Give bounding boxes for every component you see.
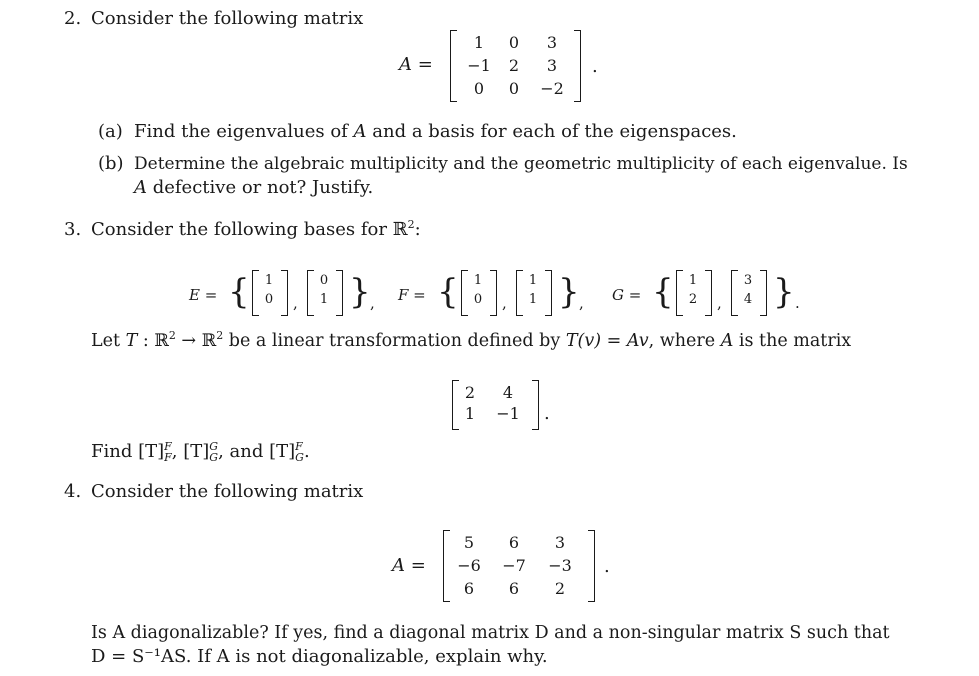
q3-F-v2-right (545, 270, 552, 316)
q2-m-2-1: 0 (508, 79, 520, 98)
q3-let-7: is the matrix (733, 331, 852, 351)
q4-m-0-0: 5 (463, 533, 475, 552)
q3-matrix-right-bracket (532, 380, 539, 430)
q3-let-A: A (720, 331, 734, 351)
q3-G-left-brace: { (652, 272, 674, 312)
q4-intro: Consider the following matrix (91, 481, 364, 502)
q2-part-a-text-1: Find the eigenvalues of (134, 121, 354, 142)
q4-number: 4. (64, 481, 82, 502)
q3-find-sup3: F (295, 440, 303, 453)
q2-matrix-left-bracket (450, 30, 457, 102)
q3-F-v1-right (490, 270, 497, 316)
q2-m-0-0: 1 (473, 33, 485, 52)
q3-E-end-comma: , (370, 294, 375, 312)
q3-G-v2-1: 4 (743, 292, 753, 307)
q3-let-exp2: 2 (216, 329, 224, 343)
q3-m-1-0: 1 (464, 404, 476, 423)
q3-intro (91, 219, 421, 241)
q3-G-v1-1: 2 (688, 292, 698, 307)
q2-m-2-2: −2 (540, 79, 564, 98)
q4-m-1-0: −6 (457, 556, 481, 575)
q3-G-v1-0: 1 (688, 273, 698, 288)
q2-matrix-right-bracket (574, 30, 581, 102)
q3-find-sup1: F (164, 440, 172, 453)
q3-G-v1-left (676, 270, 683, 316)
q3-F-v2-left (516, 270, 523, 316)
q2-period: . (592, 56, 598, 77)
q2-m-1-0: −1 (467, 56, 491, 75)
q3-E-label: E = (189, 286, 218, 304)
q4-matrix-label: A = (392, 555, 426, 576)
q3-let-Tv: T(v) (565, 331, 602, 351)
q4-ask-line1: Is A diagonalizable? If yes, find a diagonal matrix D and a non-singular matrix S such that (91, 623, 890, 643)
q2-m-0-1: 0 (508, 33, 520, 52)
q3-let-5: = (601, 331, 627, 351)
q3-let-3: → ℝ (175, 331, 217, 351)
q2-m-1-2: 3 (546, 56, 558, 75)
q2-part-b-label: (b) (98, 153, 124, 174)
q3-E-v2-1: 1 (319, 292, 329, 307)
q3-find-sub3: G (295, 451, 304, 464)
q3-F-v1-1: 0 (473, 292, 483, 307)
q4-period: . (604, 556, 610, 577)
q2-matrix-label: A = (399, 54, 433, 75)
q3-F-right-brace: } (558, 272, 580, 312)
q3-m-0-0: 2 (464, 383, 476, 402)
q2-m-0-2: 3 (546, 33, 558, 52)
q3-m-0-1: 4 (502, 383, 514, 402)
q3-intro-colon: : (414, 219, 421, 240)
q3-G-v2-0: 3 (743, 273, 753, 288)
q3-E-v1-right (281, 270, 288, 316)
q3-G-period: . (795, 294, 800, 312)
q3-let-exp1: 2 (168, 329, 176, 343)
q3-F-label: F = (398, 286, 426, 304)
q3-find-3: , and [T] (218, 441, 296, 462)
q3-number: 3. (64, 219, 82, 240)
q3-F-end-comma: , (579, 294, 584, 312)
q2-part-a-text (134, 121, 737, 143)
q3-G-v2-right (760, 270, 767, 316)
q3-F-v2-1: 1 (528, 292, 538, 307)
q3-find-1: Find [T] (91, 441, 165, 462)
q3-F-comma: , (502, 294, 507, 312)
q3-find-sub1: F (164, 451, 172, 464)
q3-G-comma: , (717, 294, 722, 312)
q3-E-right-brace: } (349, 272, 371, 312)
q3-find-line (91, 441, 310, 463)
q4-m-1-2: −3 (548, 556, 572, 575)
q2-part-b-line2 (134, 177, 373, 199)
q4-m-2-2: 2 (554, 579, 566, 598)
q2-part-b-line1: Determine the algebraic multiplicity and the geometric multiplicity of each eigenvalue. Is (134, 154, 908, 174)
q3-F-left-brace: { (437, 272, 459, 312)
q3-E-v1-left (252, 270, 259, 316)
q3-E-v2-left (307, 270, 314, 316)
q3-E-left-brace: { (228, 272, 250, 312)
q3-let-T: T (125, 331, 138, 351)
q3-E-v1-0: 1 (264, 273, 274, 288)
q3-m-1-1: −1 (496, 404, 520, 423)
q3-find-sub2: G (209, 451, 219, 464)
q2-part-a-text-2: and a basis for each of the eigenspaces. (366, 121, 737, 142)
q4-m-0-1: 6 (508, 533, 520, 552)
q3-intro-R: ℝ (392, 219, 408, 240)
q3-G-v2-left (731, 270, 738, 316)
q4-m-2-1: 6 (508, 579, 520, 598)
q3-intro-text: Consider the following bases for (91, 219, 393, 240)
q3-F-v2-0: 1 (528, 273, 538, 288)
q2-m-2-0: 0 (473, 79, 485, 98)
q3-let-line (91, 330, 851, 352)
q2-part-b-line2-text: defective or not? Justify. (147, 177, 374, 198)
q4-ask-line2: D = S⁻¹AS. If A is not diagonalizable, explain why. (91, 646, 548, 667)
q4-m-1-1: −7 (502, 556, 526, 575)
q3-E-v2-0: 0 (319, 273, 329, 288)
q3-intro-exp: 2 (407, 218, 415, 231)
q3-let-4: be a linear transformation defined by (223, 331, 566, 351)
q2-intro: Consider the following matrix (91, 8, 364, 29)
q2-part-b-A: A (134, 177, 147, 198)
q3-F-v1-0: 1 (473, 273, 483, 288)
q3-find-2: , [T] (171, 441, 210, 462)
q3-find-end: . (303, 441, 310, 462)
q4-matrix-right-bracket (588, 530, 595, 602)
q2-m-1-1: 2 (508, 56, 520, 75)
q3-F-v1-left (461, 270, 468, 316)
q4-m-0-2: 3 (554, 533, 566, 552)
q2-part-a-A: A (353, 121, 367, 142)
q3-let-6: , where (648, 331, 721, 351)
q3-E-v2-right (336, 270, 343, 316)
q4-matrix-left-bracket (443, 530, 450, 602)
q3-G-right-brace: } (773, 272, 795, 312)
q3-find-sup2: G (209, 440, 219, 453)
q3-matrix-period: . (544, 403, 550, 424)
q3-E-v1-1: 0 (264, 292, 274, 307)
q3-let-1: Let (91, 331, 126, 351)
q3-E-comma: , (293, 294, 298, 312)
q2-number: 2. (64, 8, 82, 29)
q3-let-2: : ℝ (137, 331, 169, 351)
q4-m-2-0: 6 (463, 579, 475, 598)
q3-G-v1-right (705, 270, 712, 316)
q2-part-a-label: (a) (98, 121, 123, 142)
q3-G-label: G = (612, 286, 642, 304)
q3-let-Av: Av (626, 331, 649, 351)
